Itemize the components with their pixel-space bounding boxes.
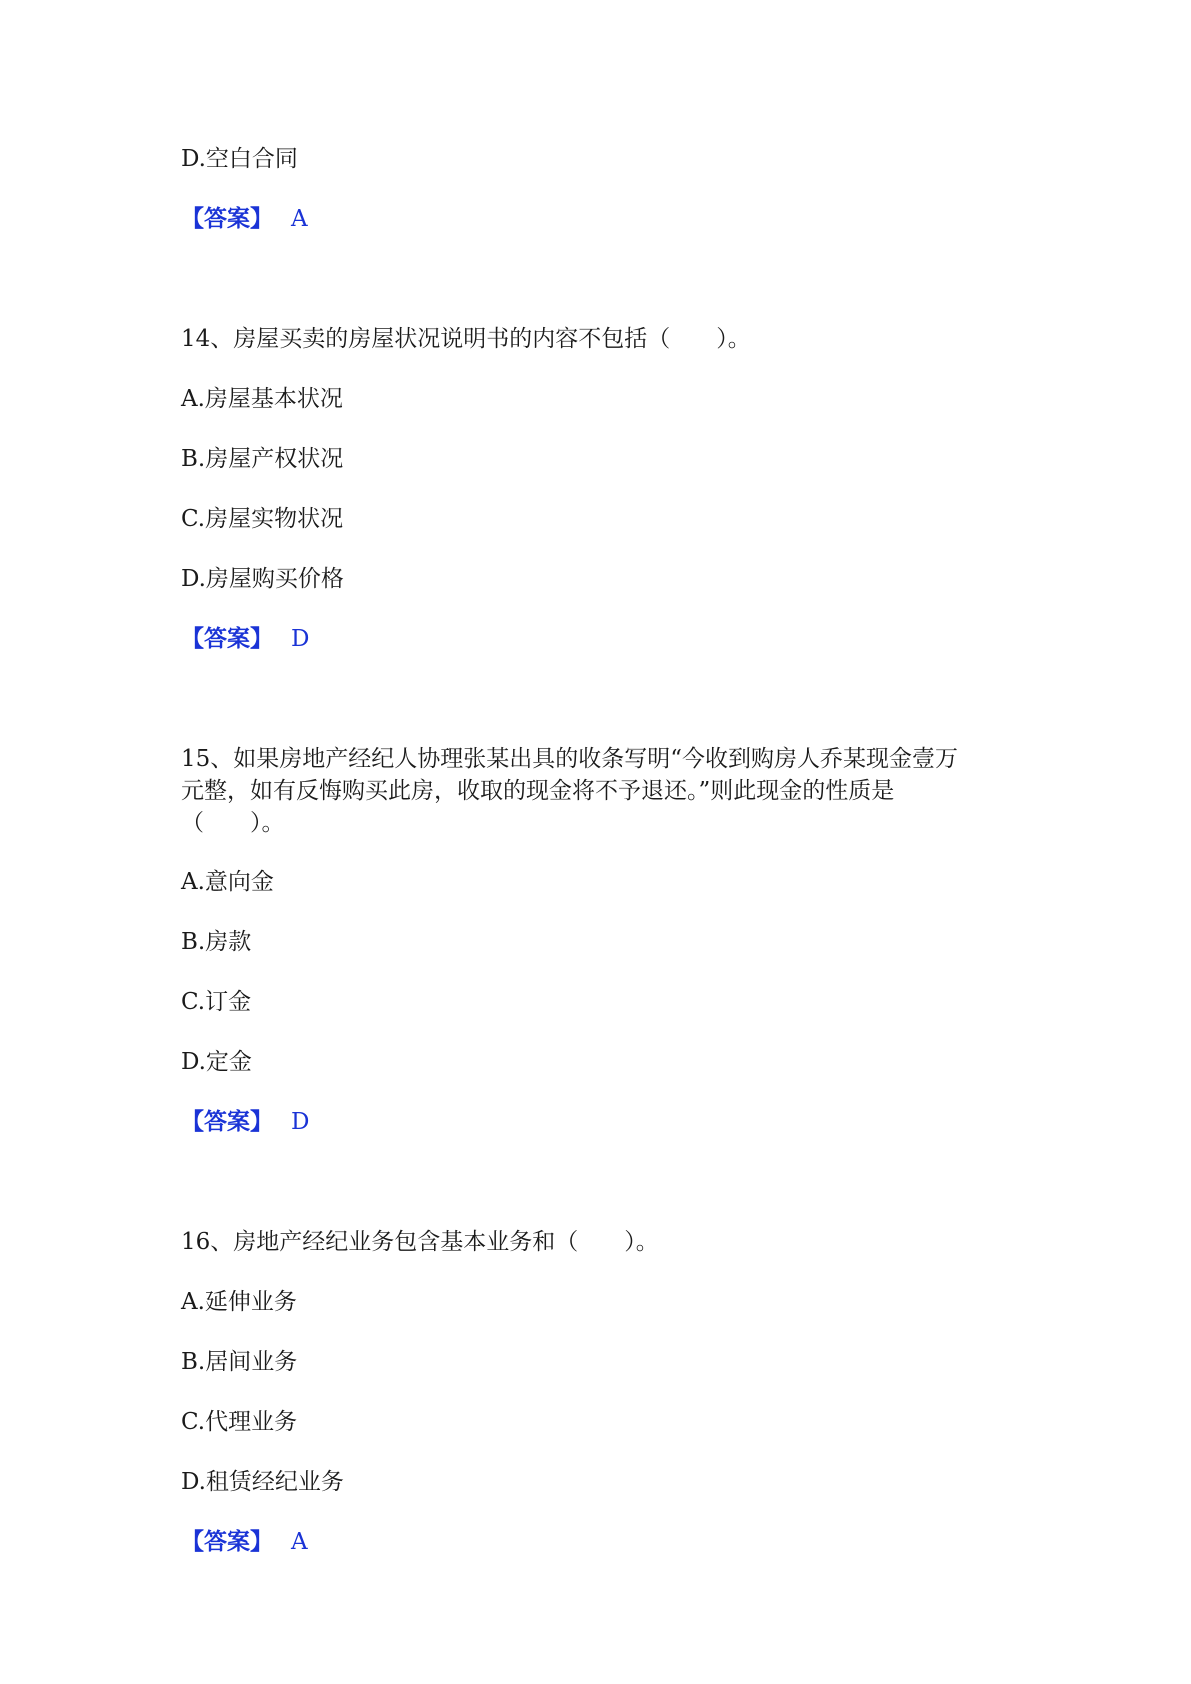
answer-line [181,203,308,235]
question-line: 元整，如有反悔购买此房，收取的现金将不予退还。”则此现金的性质是 [181,778,895,804]
answer-value: D [291,1109,310,1135]
answer-line [181,1106,309,1138]
answer-line [181,623,309,655]
answer-label: 【答案】 [181,205,273,232]
question-line: （ ）。 [181,810,285,836]
option-line: C.订金 [181,989,252,1015]
option-line: B.房屋产权状况 [181,446,344,472]
option-line: A.房屋基本状况 [181,386,343,412]
answer-label: 【答案】 [181,1108,273,1135]
question-line: 14、房屋买卖的房屋状况说明书的内容不包括（ ）。 [181,326,751,352]
answer-label: 【答案】 [181,1528,273,1555]
answer-label: 【答案】 [181,625,273,652]
answer-value: A [291,206,308,232]
question-line: 16、房地产经纪业务包含基本业务和（ ）。 [181,1229,659,1255]
option-line: B.居间业务 [181,1349,298,1375]
answer-value: D [291,626,310,652]
option-line: A.意向金 [181,869,274,895]
option-line: D.空白合同 [181,146,298,172]
option-line: B.房款 [181,929,252,955]
option-line: D.租赁经纪业务 [181,1469,344,1495]
option-line: C.房屋实物状况 [181,506,344,532]
option-line: D.定金 [181,1049,252,1075]
answer-line [181,1526,308,1558]
answer-value: A [291,1529,308,1555]
option-line: D.房屋购买价格 [181,566,344,592]
option-line: A.延伸业务 [181,1289,297,1315]
option-line: C.代理业务 [181,1409,298,1435]
question-line: 15、如果房地产经纪人协理张某出具的收条写明“今收到购房人乔某现金壹万 [181,746,959,772]
